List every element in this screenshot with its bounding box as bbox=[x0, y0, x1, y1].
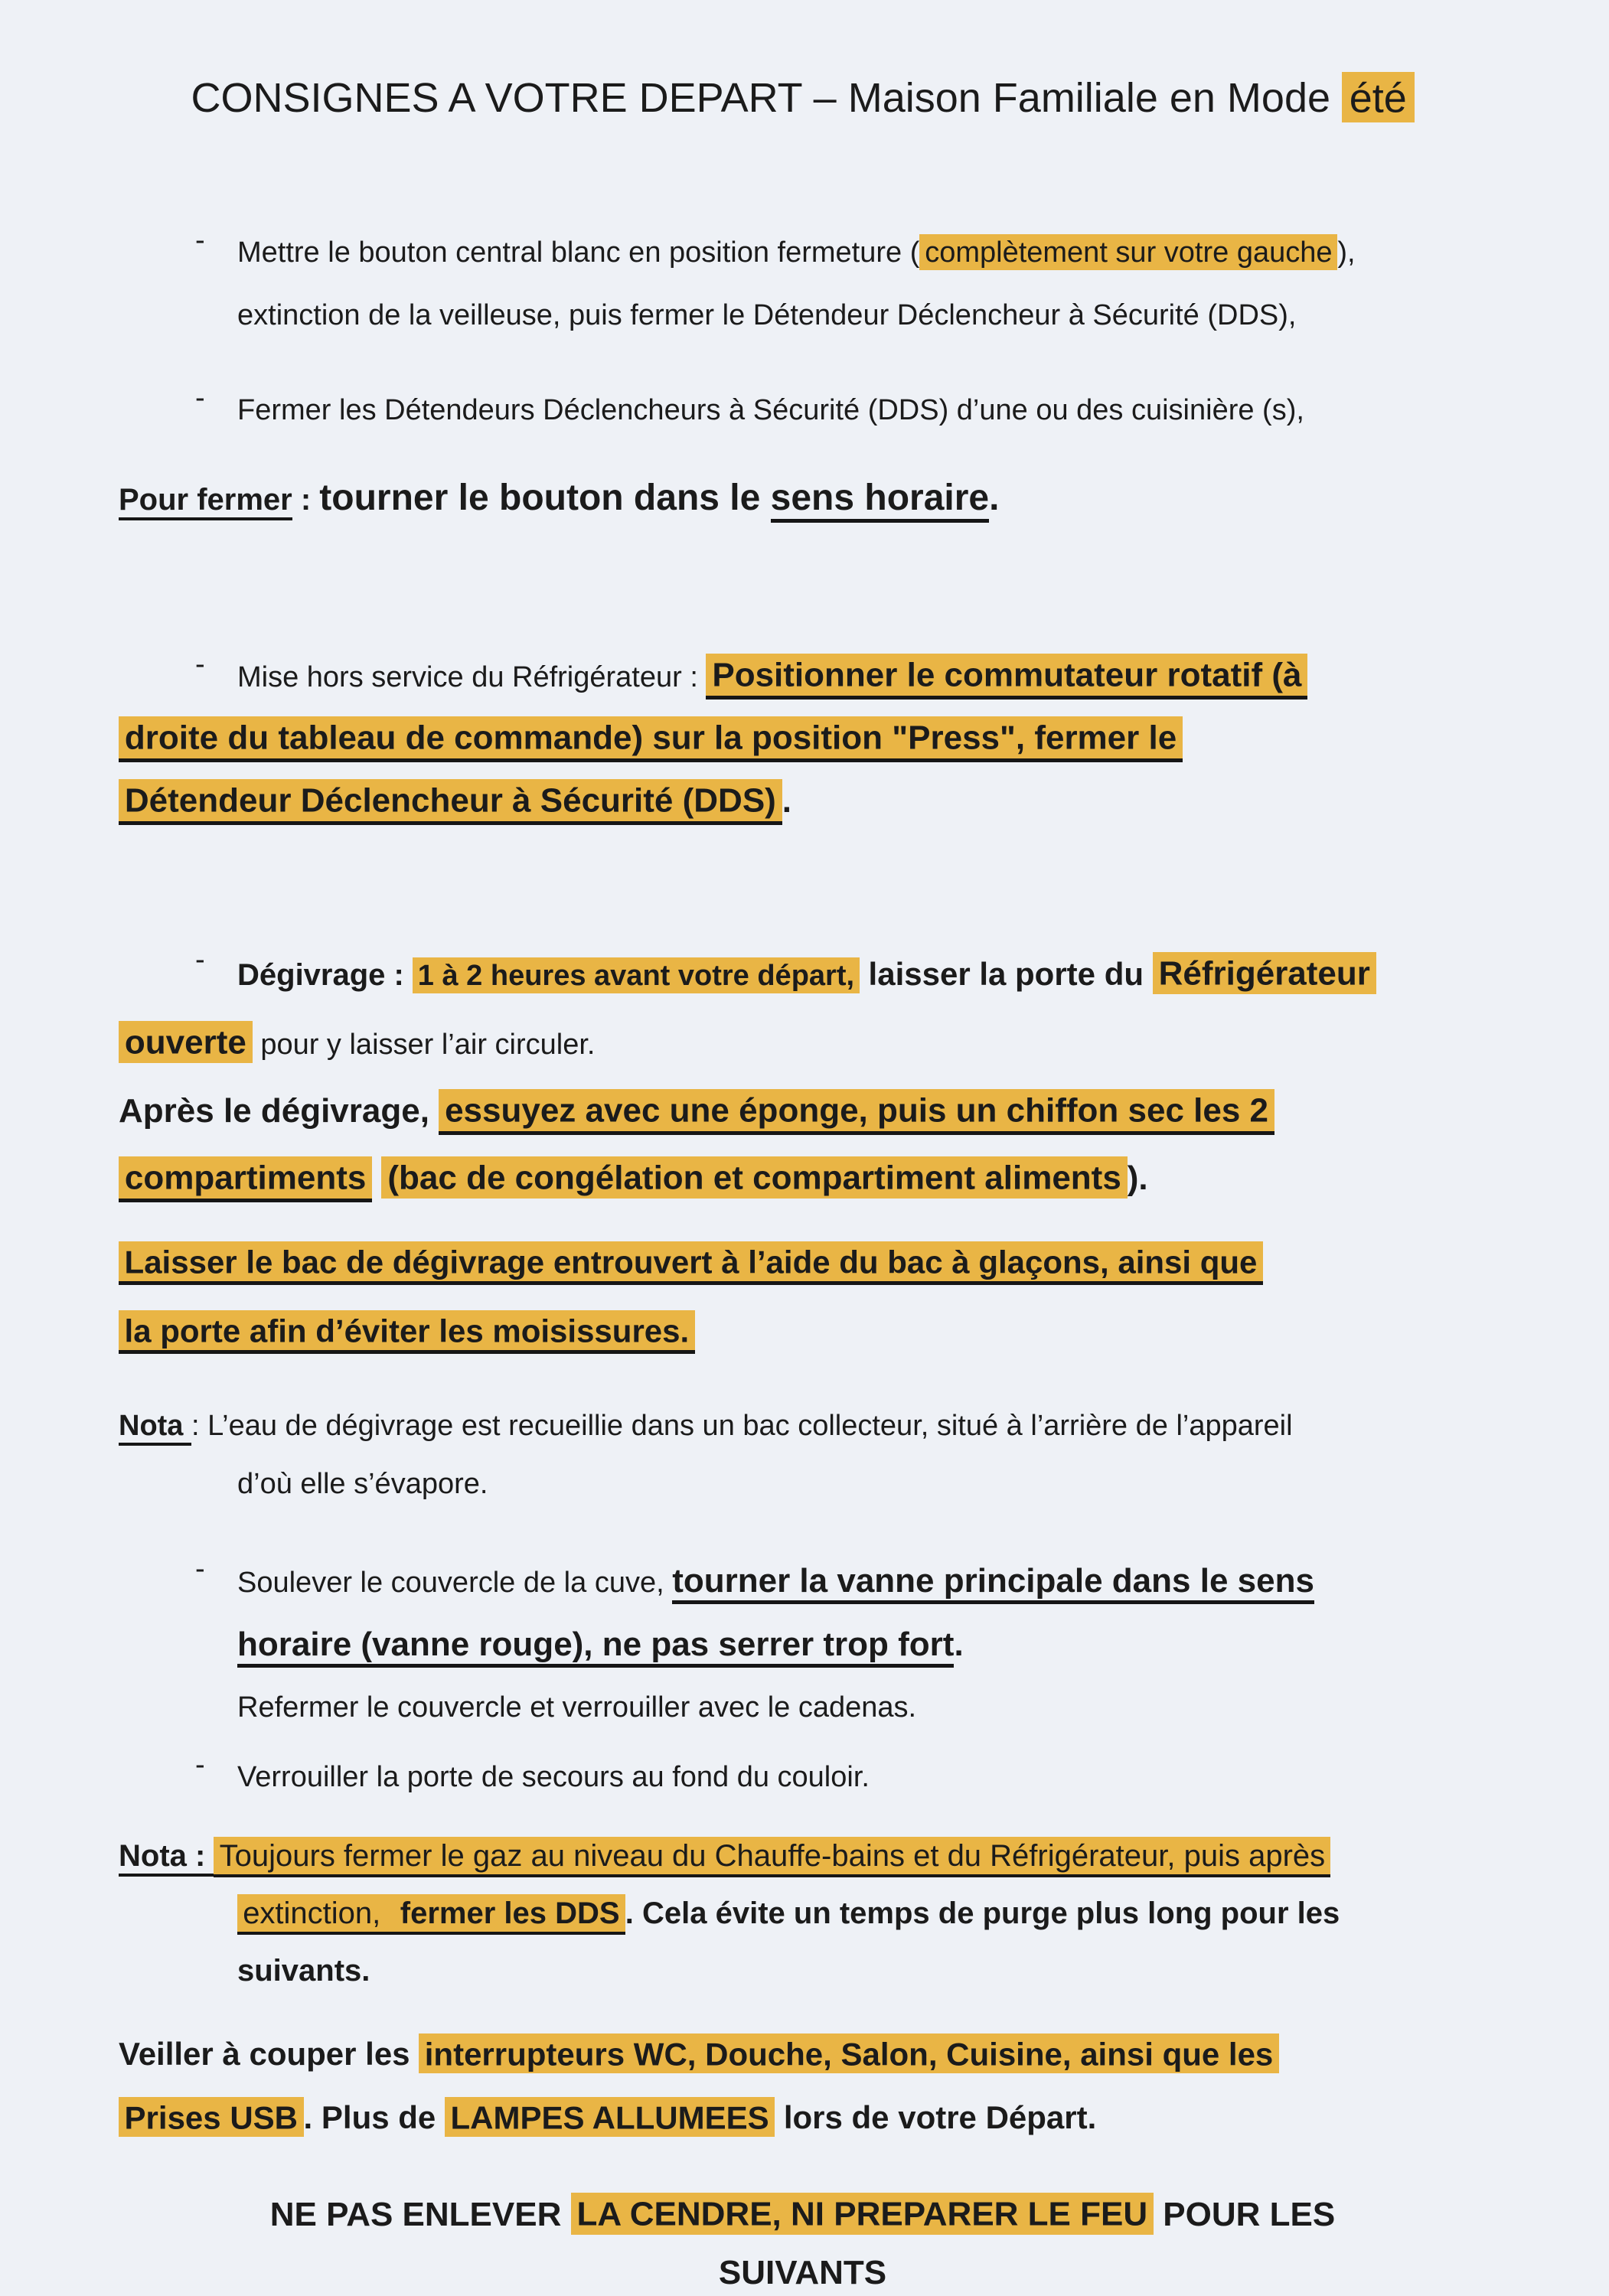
highlighted-text: 1 à 2 heures avant votre départ, bbox=[413, 957, 860, 993]
text-segment: Pour fermer bbox=[119, 483, 292, 520]
text-segment: tourner le bouton dans le bbox=[319, 478, 771, 518]
bullet-degivrage bbox=[119, 944, 1487, 1081]
text-line bbox=[237, 1553, 1487, 1616]
highlighted-text: essuyez avec une éponge, puis un chiffon sec les 2 bbox=[439, 1089, 1274, 1134]
text-segment: . bbox=[989, 478, 1000, 518]
text-segment: POUR LES bbox=[1154, 2196, 1336, 2233]
text-line bbox=[119, 1831, 1487, 1888]
text-segment: SUIVANTS bbox=[718, 2254, 887, 2291]
nota-gaz bbox=[119, 1831, 1487, 2003]
text-line bbox=[119, 711, 1487, 774]
text-line bbox=[119, 1013, 1487, 1081]
text-line bbox=[237, 1888, 1487, 1945]
highlighted-text: LA CENDRE, NI PREPARER LE FEU bbox=[571, 2193, 1154, 2234]
text-segment: Nota : bbox=[119, 1839, 214, 1877]
para-laisser-bac bbox=[119, 1231, 1487, 1369]
text-segment: Nota bbox=[119, 1410, 191, 1446]
text-segment: ). bbox=[1127, 1159, 1148, 1197]
highlighted-text: interrupteurs WC, Douche, Salon, Cuisine, ainsi que les bbox=[419, 2033, 1279, 2073]
text-segment: . bbox=[954, 1626, 964, 1663]
text-line bbox=[237, 1945, 1487, 2003]
text-segment: lors de votre Départ. bbox=[775, 2099, 1097, 2135]
text-segment: horaire (vanne rouge), ne pas serrer trop fort bbox=[237, 1626, 954, 1668]
highlighted-text: Détendeur Déclencheur à Sécurité (DDS) bbox=[119, 779, 782, 824]
text-segment: . Plus de bbox=[303, 2099, 445, 2135]
para-apres bbox=[119, 1081, 1487, 1216]
text-line bbox=[119, 2190, 1487, 2248]
text-line bbox=[119, 1231, 1487, 1300]
highlighted-text: été bbox=[1342, 72, 1415, 122]
text-line bbox=[119, 2089, 1487, 2153]
text-segment: sens horaire bbox=[771, 478, 989, 523]
text-segment: Refermer le couvercle et verrouiller avec le cadenas. bbox=[237, 1691, 917, 1724]
bullet-refrigerateur bbox=[119, 648, 1487, 837]
text-segment: Soulever le couvercle de la cuve, bbox=[237, 1567, 673, 1599]
bullet-dash: - bbox=[195, 224, 205, 256]
para-veiller bbox=[119, 2026, 1487, 2153]
bullet-mettre bbox=[119, 224, 1487, 350]
bullet-porte-secours bbox=[119, 1749, 1487, 1812]
text-segment: Mise hors service du Réfrigérateur : bbox=[237, 661, 707, 693]
highlighted-text: Réfrigérateur bbox=[1153, 952, 1376, 993]
text-segment: . bbox=[782, 782, 791, 820]
highlighted-text: Positionner le commutateur rotatif (à bbox=[706, 654, 1307, 699]
bullet-fermer-dds bbox=[119, 382, 1487, 445]
text-segment: laisser la porte du bbox=[859, 956, 1153, 992]
text-line bbox=[237, 1680, 1487, 1741]
text-segment: d’où elle s’évapore. bbox=[237, 1468, 488, 1500]
text-segment: tourner la vanne principale dans le sens bbox=[672, 1562, 1314, 1604]
text-segment: Dégivrage : bbox=[237, 958, 413, 992]
text-line bbox=[237, 224, 1487, 287]
text-line bbox=[119, 1081, 1487, 1149]
text-segment bbox=[372, 1159, 381, 1197]
text-line bbox=[237, 944, 1487, 1013]
text-segment: : L’eau de dégivrage est recueillie dans un bac collecteur, situé à l’arrière de l’appareil bbox=[191, 1410, 1293, 1442]
highlighted-text: fermer les DDS bbox=[395, 1894, 625, 1935]
bullet-dash: - bbox=[195, 382, 205, 414]
text-segment: extinction de la veilleuse, puis fermer le Détendeur Déclencheur à Sécurité (DDS), bbox=[237, 299, 1297, 331]
text-line bbox=[119, 471, 1487, 533]
text-segment: Fermer les Détendeurs Déclencheurs à Sécurité (DDS) d’une ou des cuisinière (s), bbox=[237, 394, 1304, 426]
highlighted-text: Toujours fermer le gaz au niveau du Chauffe-bains et du Réfrigérateur, puis après bbox=[214, 1837, 1330, 1877]
highlighted-text: LAMPES ALLUMEES bbox=[445, 2097, 775, 2137]
highlighted-text: droite du tableau de commande) sur la position "Press", fermer le bbox=[119, 716, 1183, 762]
bullet-dash: - bbox=[195, 944, 205, 976]
text-line bbox=[119, 2248, 1487, 2296]
text-segment: . Cela évite un temps de purge plus long pour les bbox=[625, 1896, 1340, 1930]
text-line bbox=[119, 1149, 1487, 1216]
text-line bbox=[237, 287, 1487, 350]
text-segment: ), bbox=[1337, 236, 1356, 269]
highlighted-text: complètement sur votre gauche bbox=[919, 234, 1337, 270]
bullet-dash: - bbox=[195, 648, 205, 680]
text-segment: NE PAS ENLEVER bbox=[269, 2196, 571, 2233]
highlighted-text: Laisser le bac de dégivrage entrouvert à l’aide du bac à glaçons, ainsi que bbox=[119, 1241, 1263, 1285]
nota-eau bbox=[119, 1400, 1487, 1516]
highlighted-text: (bac de congélation et compartiment aliments bbox=[381, 1156, 1127, 1198]
text-segment: suivants. bbox=[237, 1954, 370, 1988]
title bbox=[119, 73, 1487, 134]
bullet-dash: - bbox=[195, 1749, 205, 1781]
text-line bbox=[119, 1400, 1487, 1458]
text-line bbox=[119, 2026, 1487, 2089]
text-line bbox=[119, 1300, 1487, 1369]
text-segment: Verrouiller la porte de secours au fond du couloir. bbox=[237, 1761, 870, 1793]
pour-fermer bbox=[119, 471, 1487, 533]
text-segment: CONSIGNES A VOTRE DEPART – Maison Familiale en Mode bbox=[191, 75, 1343, 121]
text-segment: Après le dégivrage, bbox=[119, 1092, 439, 1130]
text-line bbox=[237, 648, 1487, 711]
text-segment: Veiller à couper les bbox=[119, 2036, 419, 2072]
text-segment: Mettre le bouton central blanc en position fermeture ( bbox=[237, 236, 920, 269]
para-cendre bbox=[119, 2190, 1487, 2296]
highlighted-text: compartiments bbox=[119, 1156, 372, 1202]
text-segment: pour y laisser l’air circuler. bbox=[252, 1029, 596, 1061]
text-line bbox=[237, 1458, 1487, 1516]
text-segment: : bbox=[292, 483, 320, 517]
highlighted-text: extinction, bbox=[237, 1894, 395, 1935]
highlighted-text: ouverte bbox=[119, 1021, 253, 1062]
highlighted-text: la porte afin d’éviter les moisissures. bbox=[119, 1310, 695, 1354]
text-line bbox=[119, 73, 1487, 134]
bullet-dash: - bbox=[195, 1553, 205, 1585]
text-line bbox=[237, 1749, 1487, 1812]
highlighted-text: Prises USB bbox=[119, 2097, 304, 2137]
text-line bbox=[237, 382, 1487, 445]
bullet-cuve bbox=[119, 1553, 1487, 1741]
text-line bbox=[237, 1616, 1487, 1680]
text-line bbox=[119, 774, 1487, 837]
